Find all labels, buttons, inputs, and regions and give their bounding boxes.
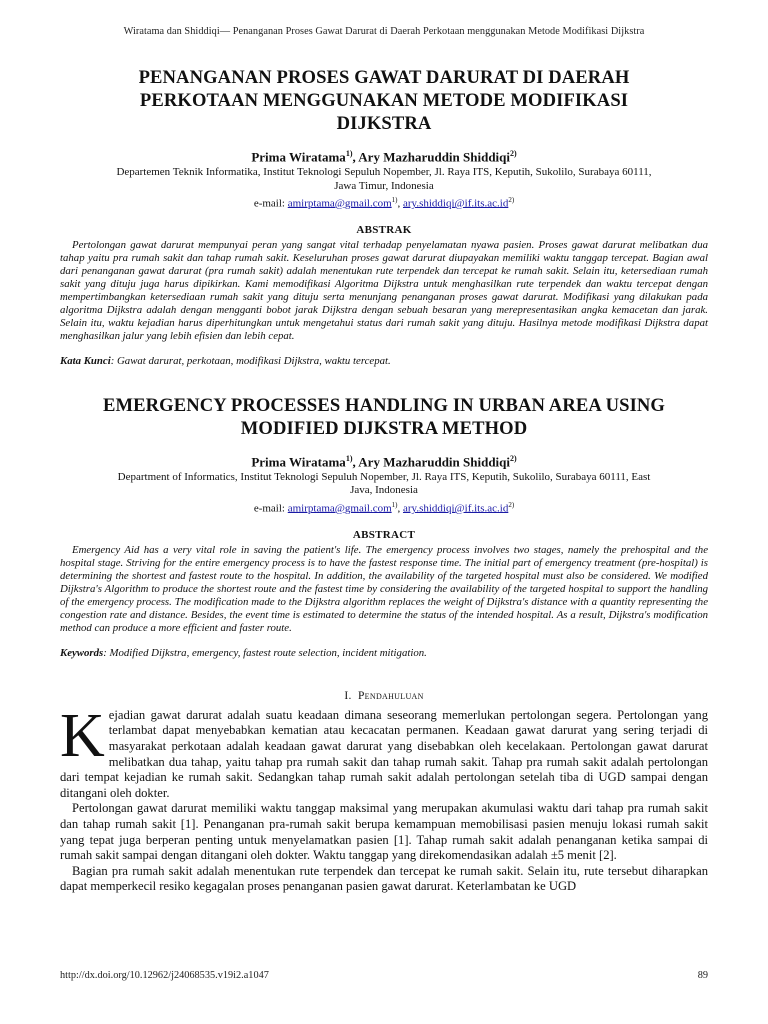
author-name: Ary Mazharuddin Shiddiqi — [358, 149, 510, 165]
section-number: I. — [344, 689, 352, 702]
affiliation-line: Java, Indonesia — [350, 484, 418, 497]
email-marker: 1) — [391, 500, 398, 509]
page-number: 89 — [697, 970, 708, 981]
keywords-text: : Modified Dijkstra, emergency, fastest route selection, incident mitigation. — [103, 646, 427, 659]
paper-title-en — [60, 394, 708, 440]
paper-title-id — [60, 66, 708, 135]
affiliation-line: Jawa Timur, Indonesia — [334, 179, 434, 192]
email-link[interactable]: ary.shiddiqi@if.its.ac.id — [402, 502, 509, 515]
paragraph-text: ejadian gawat darurat adalah suatu keadaan dimana seseorang memerlukan pertolongan segera. Pertolongan yang terlambat dapat menyebabkan kematian atau kecacatan permanen. Keadaan gawat darurat yang sering terjadi di masyarakat perkotaan adalah keadaan gawat darurat yang disebabkan oleh kecelakaan. Pertolongan gawat darurat melibatkan dua tahap, yaitu tahap pra rumah sakit dan tahap rumah sakit. Tahap pra rumah sakit adalah pertolongan dari tempat kejadian ke rumah sakit. Sedangkan tahap rumah sakit adalah pertolongan setelah tiba di UGD sampai dengan ditangani oleh dokter. — [60, 707, 708, 800]
title-line: EMERGENCY PROCESSES HANDLING IN URBAN AREA USING — [102, 394, 665, 416]
section-title: Pendahuluan — [357, 689, 424, 702]
author-marker: 1) — [345, 149, 353, 158]
email-label: e-mail: — [253, 502, 288, 515]
running-header: Wiratama dan Shiddiqi— Penanganan Proses Gawat Darurat di Daerah Perkotaan menggunakan Metode Modifikasi Dijkstra — [123, 26, 645, 37]
keywords-label: Keywords — [60, 646, 104, 659]
email-line-en — [60, 499, 708, 516]
author-separator: , — [352, 149, 359, 165]
section-heading-introduction — [60, 690, 708, 702]
email-line-id — [60, 194, 708, 211]
email-label: e-mail: — [253, 197, 288, 210]
intro-paragraph-2: Pertolongan gawat darurat memiliki waktu tanggap maksimal yang merupakan akumulasi waktu dari tahap pra rumah sakit dan tahap rumah sakit [1]. Penanganan pra-rumah sakit berupa kemampuan memobilisasi pasien menuju lokasi rumah sakit yang tepat juga berperan penting untuk menyelamatkan pasien [1]. Tahap rumah sakit adalah penanganan ketika sampai di rumah sakit sampai dengan ditangani oleh dokter. Waktu tanggap yang direkomendasikan adalah ±5 menit [2]. — [60, 801, 708, 863]
keywords-label: Kata Kunci — [60, 354, 111, 367]
author-marker: 2) — [510, 149, 517, 158]
abstract-text-id: Pertolongan gawat darurat mempunyai peran yang sangat vital terhadap penyelamatan nyawa pasien. Proses gawat darurat melibatkan dua tahap yaitu pra rumah sakit dan tahap rumah sakit. Keseluruhan proses gawat darurat diupayakan memiliki waktu tanggap tercepat. Bagian awal dari penanganan gawat darurat (pra rumah sakit) adalah menentukan rute terpendek dan tercepat ke rumah sakit. Selain itu, ketersediaan rumah sakit yang dituju juga harus dipikirkan. Kami memodifikasi Algoritma Dijkstra untuk menghasilkan rute terpendek dan waktu tercepat dengan mempertimbangkan ketersediaan rumah sakit yang dituju serta menunjang penanganan proses gawat darurat. Modifikasi yang dilakukan pada algoritma Dijkstra adalah dengan mengganti bobot jarak Dijkstra dengan sebuah besaran yang merepresentasikan angka kemacetan dan jarak. Selain itu, waktu kejadian harus diperhitungkan untuk mengetahui status dari rumah sakit yang dituju. Hasilnya metode modifikasi Dijkstra dapat menghasilkan jalur yang lebih efisien dan lebih cepat. — [60, 238, 708, 342]
author-marker: 2) — [510, 453, 517, 463]
title-line: PERKOTAAN MENGGUNAKAN METODE MODIFIKASI — [139, 90, 629, 111]
abstract-heading-en: ABSTRACT — [352, 528, 416, 541]
author-list-en — [60, 454, 708, 470]
affiliation-id — [60, 166, 708, 192]
affiliation-line: Department of Informatics, Institut Teknologi Sepuluh Nopember, Jl. Raya ITS, Keputih, Sukolilo, Surabaya 60111, East — [117, 471, 651, 484]
article-body — [60, 66, 708, 895]
doi-link[interactable]: http://dx.doi.org/10.12962/j24068535.v19i2.a1047 — [60, 970, 269, 981]
author-list-id — [60, 149, 708, 165]
author-name: Prima Wiratama — [251, 454, 346, 470]
abstract-text-en: Emergency Aid has a very vital role in saving the patient's life. The emergency process involves two stages, namely the prehospital and the hospital stage. Striving for the entire emergency process is to have the fastest response time. The initial part of emergency treatment (pre-hospital) is determining the shortest and fastest route to the hospital. In addition, the availability of the targeted hospital must also be considered. We modified Dijkstra's Algorithm to produce the shortest route and the fastest time by considering the availability of the targeted hospital to support the handling of the emergency process. The modification made to the Dijkstra algorithm replaces the weight of Dijkstra's distance with a quantity representing the congestion rate and distance. Besides, the event time is estimated to determine the status of the intended hospital. As a result, Dijkstra's modification method can produce a more efficient and faster route. — [60, 543, 708, 634]
title-line: DIJKSTRA — [336, 113, 432, 134]
author-marker: 1) — [345, 453, 353, 463]
author-name: Ary Mazharuddin Shiddiqi — [358, 454, 510, 470]
author-name: Prima Wiratama — [251, 149, 346, 165]
affiliation-line: Departemen Teknik Informatika, Institut Teknologi Sepuluh Nopember, Jl. Raya ITS, Keputih, Sukolilo, Surabaya 60111, — [116, 166, 652, 179]
email-marker: 1) — [391, 195, 398, 204]
author-separator: , — [352, 454, 359, 470]
drop-cap: K — [60, 701, 105, 770]
email-link[interactable]: ary.shiddiqi@if.its.ac.id — [402, 197, 509, 210]
email-marker: 2) — [508, 500, 515, 509]
affiliation-en — [60, 471, 708, 497]
intro-paragraph-1 — [60, 701, 708, 802]
title-line: PENANGANAN PROSES GAWAT DARURAT DI DAERAH — [138, 67, 630, 88]
email-separator: , — [397, 502, 403, 515]
title-line: MODIFIED DIJKSTRA METHOD — [240, 417, 528, 439]
email-marker: 2) — [508, 195, 515, 204]
abstract-heading-id: ABSTRAK — [356, 223, 412, 236]
keywords-en — [60, 647, 708, 660]
email-separator: , — [397, 197, 403, 210]
keywords-id — [60, 355, 708, 368]
email-link[interactable]: amirptama@gmail.com — [287, 197, 392, 210]
keywords-text: : Gawat darurat, perkotaan, modifikasi Dijkstra, waktu tercepat. — [110, 354, 391, 367]
email-link[interactable]: amirptama@gmail.com — [287, 502, 392, 515]
intro-paragraph-3: Bagian pra rumah sakit adalah menentukan rute terpendek dan tercepat ke rumah sakit. Selain itu, rute tersebut diharapkan dapat memperkecil resiko kegagalan proses penanganan pasien gawat darurat. Keterlambatan ke UGD — [60, 863, 708, 894]
